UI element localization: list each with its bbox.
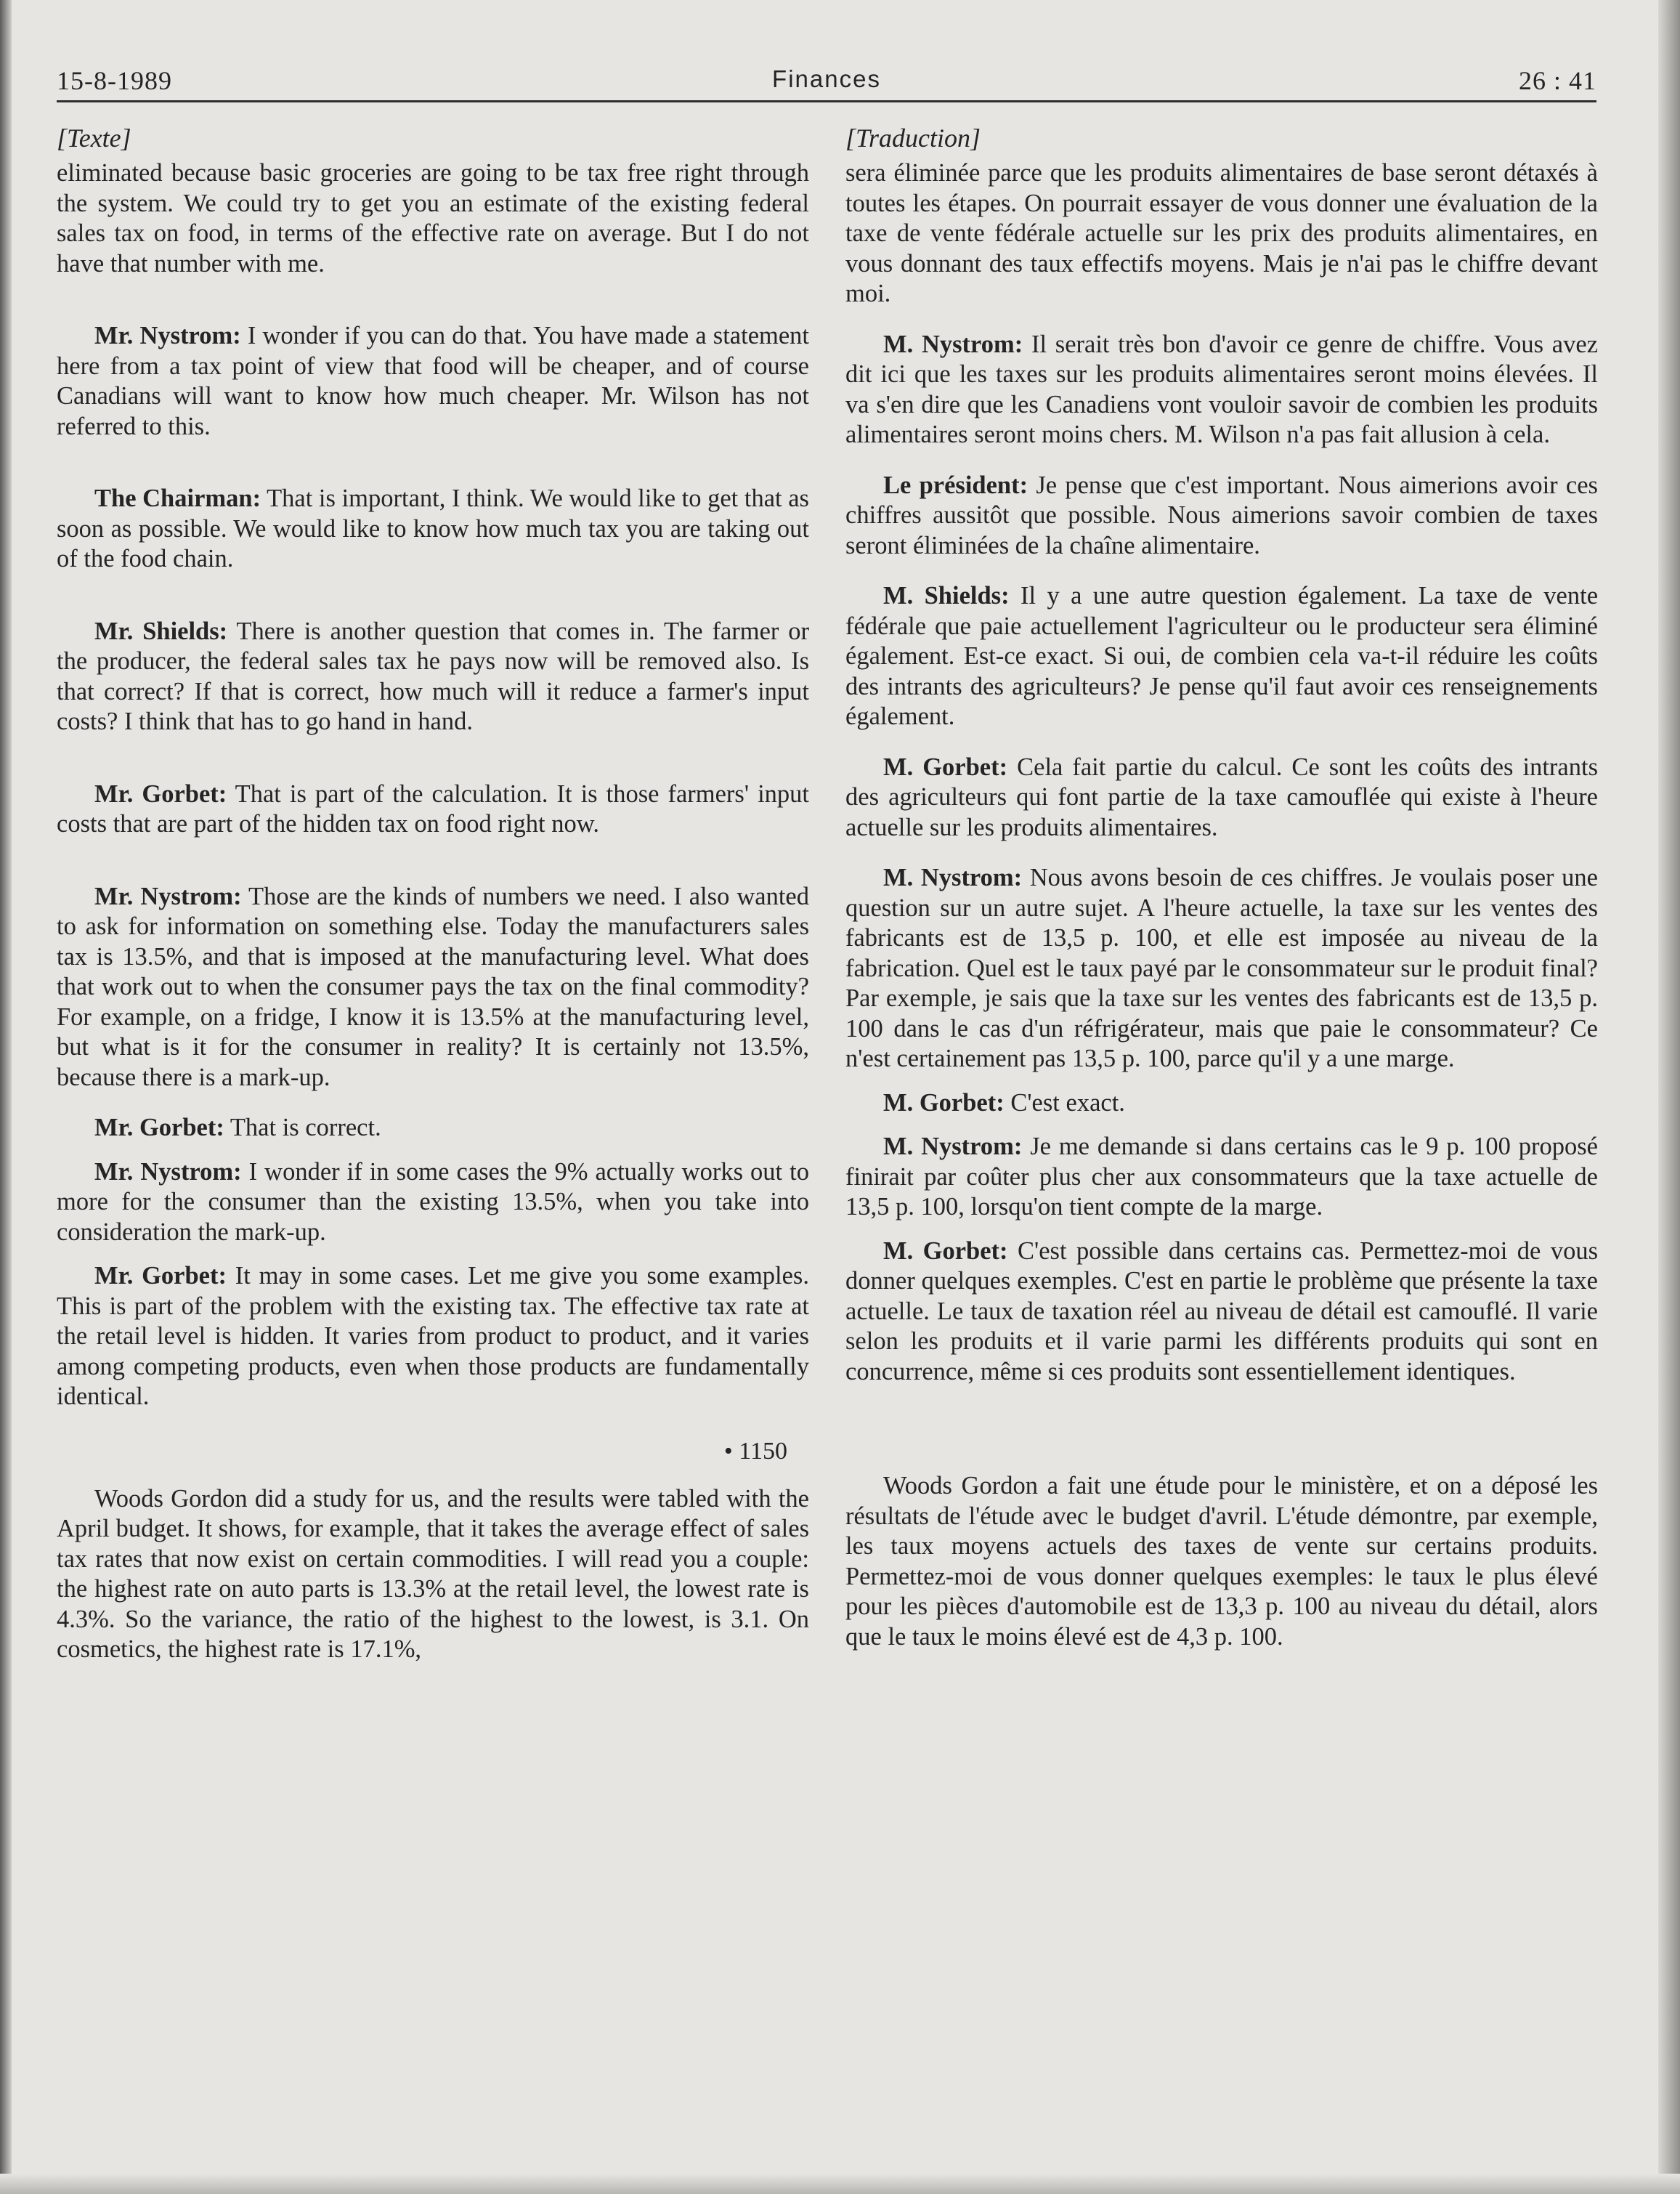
header-date: 15-8-1989	[57, 66, 172, 95]
section-label-traduction: [Traduction]	[845, 124, 981, 153]
speaker-name: Mr. Nystrom:	[94, 322, 241, 349]
paragraph	[57, 484, 809, 575]
paragraph: eliminated because basic groceries are going to be tax free right through the system. We could try to get you an estimate of the existing federal sales tax on food, in terms of the effective rate on average. But I do not have that number with me.	[57, 159, 809, 278]
paragraph: Woods Gordon a fait une étude pour le ministère, et on a déposé les résultats de l'étude avec le budget d'avril. L'étude démontre, par exemple, les taux moyens actuels des taxes de vente sur certains produits. Permettez-moi de vous donner quelques exemples: le taux le plus élevé pour les pièces d'automobile est de 13,3 p. 100 au niveau du détail, alors que le taux le moins élevé est de 4,3 p. 100.	[845, 1472, 1598, 1651]
speaker-name: Mr. Gorbet:	[94, 1262, 227, 1290]
paragraph	[845, 1236, 1598, 1388]
header-rule	[57, 100, 1596, 102]
english-column	[57, 122, 809, 1665]
scan-edge-left	[0, 0, 12, 2194]
paragraph	[57, 1113, 809, 1143]
section-label-texte: [Texte]	[57, 124, 131, 153]
paragraph	[845, 753, 1598, 843]
speaker-name: Mr. Nystrom:	[94, 1157, 242, 1186]
speaker-name: M. Nystrom:	[883, 1133, 1023, 1160]
speech-text: Il y a une autre question également. La taxe de vente fédérale que paie actuellement l'agriculteur ou le producteur sera éliminé également. Est-ce exact. Si oui, de combien cela va-t-il réduire les coûts des intrants des agriculteurs? Je pense qu'il faut avoir ces renseignements également.	[845, 582, 1599, 730]
paragraph	[845, 330, 1598, 450]
speech-text: Those are the kinds of numbers we need. I also wanted to ask for information on something else. Today the manufacturers sales tax is 13.5%, and that is imposed at the manufacturing level. What does that work out to when the consumer pays the tax on the final commodity? For example, on a fridge, I know it is 13.5% at the manufacturing level, but what is it for the consumer in reality? It is certainly not 13.5%, because there is a mark-up.	[57, 882, 809, 1091]
speech-text: That is correct.	[224, 1114, 381, 1141]
speech-text: That is part of the calculation. It is those farmers' input costs that are part of the hidden tax on food right now.	[57, 780, 809, 838]
header-page-number: 26 : 41	[1518, 66, 1596, 95]
speech-text: I wonder if you can do that. You have made a statement here from a tax point of view that food will be cheaper, and of course Canadians will want to know how much cheaper. Mr. Wilson has not referred to this.	[57, 322, 809, 440]
speech-text: It may in some cases. Let me give you some examples. This is part of the problem with the existing tax. The effective tax rate at the retail level is hidden. It varies from product to product, and it varies among competing products, even when those products are fundamentally identical.	[57, 1262, 809, 1410]
paragraph	[845, 471, 1598, 562]
paragraph	[845, 1088, 1598, 1119]
header-title: Finances	[772, 65, 881, 92]
speaker-name: Le président:	[883, 471, 1028, 499]
speech-text: C'est possible dans certains cas. Permettez-moi de vous donner quelques exemples. C'est en partie le problème que présente la taxe actuelle. Le taux de taxation réel au niveau de détail est camouflé. Il varie selon les produits et il varie parmi les différents produits qui sont en concurrence, même si ces produits sont essentiellement identiques.	[845, 1236, 1598, 1385]
paragraph	[57, 780, 809, 840]
speech-text: Cela fait partie du calcul. Ce sont les coûts des intrants des agriculteurs qui font partie de la taxe camouflée qui existe à l'heure actuelle sur les produits alimentaires.	[845, 753, 1598, 841]
speaker-name: M. Nystrom:	[883, 864, 1023, 891]
speech-text: There is another question that comes in. The farmer or the producer, the federal sales tax he pays now will be removed also. Is that correct? If that is correct, how much will it reduce a farmer's input costs? I think that has to go hand in hand.	[57, 617, 810, 735]
paragraph	[57, 1261, 809, 1412]
paragraph	[845, 581, 1598, 732]
speaker-name: The Chairman:	[94, 485, 261, 512]
paragraph	[57, 882, 809, 1093]
paragraph	[57, 321, 809, 442]
speaker-name: M. Nystrom:	[883, 330, 1023, 358]
speech-text: Je me demande si dans certains cas le 9 p. 100 proposé finirait par coûter plus cher aux consommateurs que la taxe actuelle de 13,5 p. 100, lorsqu'on tient compte de la marge.	[845, 1133, 1598, 1221]
speaker-name: M. Gorbet:	[883, 753, 1008, 781]
paragraph: sera éliminée parce que les produits alimentaires de base seront détaxés à toutes les étapes. On pourrait essayer de vous donner une évaluation de la taxe de vente fédérale actuelle sur les prix des produits alimentaires, en vous donnant des taux effectifs moyens. Mais je n'ai pas le chiffre devant moi.	[845, 159, 1598, 307]
speaker-name: M. Gorbet:	[883, 1088, 1005, 1117]
paragraph: Woods Gordon did a study for us, and the results were tabled with the April budget. It shows, for example, that it takes the average effect of sales tax rates that now exist on certain commodities. I will read you a couple: the highest rate on auto parts is 13.3% at the retail level, the lowest rate is 4.3%. So the variance, the ratio of the highest to the lowest, is 3.1. On cosmetics, the highest rate is 17.1%,	[57, 1484, 809, 1663]
speech-text: That is important, I think. We would like to get that as soon as possible. We would like to know how much tax you are taking out of the food chain.	[57, 485, 809, 572]
scan-edge-bottom	[0, 2174, 1680, 2194]
french-column	[845, 122, 1598, 1652]
speaker-name: Mr. Shields:	[94, 617, 228, 645]
speaker-name: M. Shields:	[883, 582, 1010, 610]
speaker-name: M. Gorbet:	[883, 1236, 1008, 1265]
scan-edge-right	[1658, 0, 1680, 2194]
speech-text: C'est exact.	[1004, 1088, 1125, 1117]
page-header	[57, 60, 1596, 103]
speech-text: Je pense que c'est important. Nous aimerions avoir ces chiffres aussitôt que possible. Nous aimerions savoir combien de taxes seront éliminées de la chaîne alimentaire.	[845, 471, 1598, 559]
paragraph	[57, 1157, 809, 1248]
speaker-name: Mr. Gorbet:	[94, 1114, 224, 1141]
paragraph	[845, 863, 1598, 1074]
speaker-name: Mr. Gorbet:	[94, 780, 227, 808]
paragraph	[845, 1132, 1598, 1223]
speaker-name: Mr. Nystrom:	[94, 882, 242, 910]
paragraph	[57, 617, 809, 737]
speech-text: Il serait très bon d'avoir ce genre de chiffre. Vous avez dit ici que les taxes sur les produits alimentaires seront moins élevées. Il va s'en dire que les Canadiens vont vouloir savoir de combien les produits alimentaires seront moins chers. M. Wilson n'a pas fait allusion à cela.	[845, 330, 1599, 448]
speech-text: Nous avons besoin de ces chiffres. Je voulais poser une question sur un autre sujet. A l'heure actuelle, la taxe sur les ventes des fabricants est de 13,5 p. 100, et elle est imposée au niveau de la fabrication. Quel est le taux payé par le consommateur sur le produit final? Par exemple, je sais que la taxe sur les ventes des fabricants est de 13,5 p. 100 dans le cas d'un réfrigérateur, mais que paie le consommateur? Ce n'est certainement pas 13,5 p. 100, parce qu'il y a une marge.	[845, 864, 1598, 1072]
speech-text: I wonder if in some cases the 9% actually works out to more for the consumer than the existing 13.5%, when you take into consideration the mark-up.	[57, 1157, 809, 1246]
time-marker: • 1150	[723, 1437, 787, 1465]
